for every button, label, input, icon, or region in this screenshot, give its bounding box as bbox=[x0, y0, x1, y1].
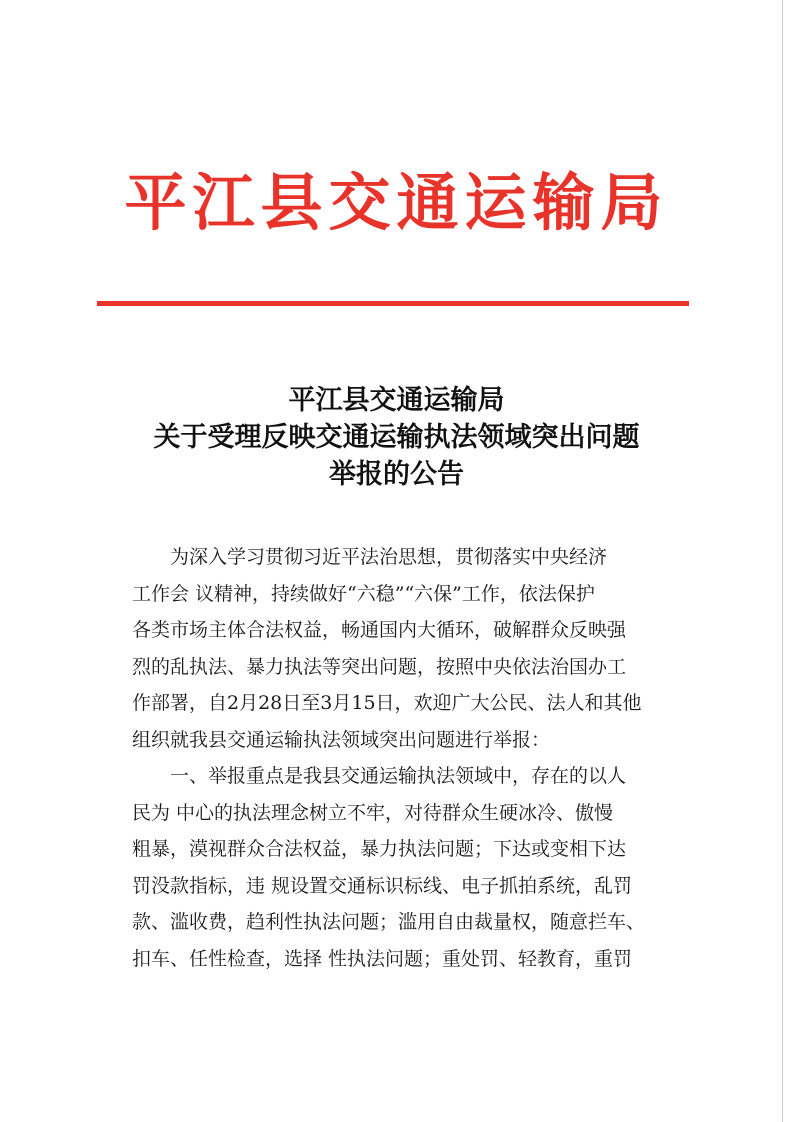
document-title bbox=[0, 382, 793, 493]
body-line: 为深入学习贯彻习近平法治思想，贯彻落实中央经济 bbox=[170, 546, 608, 568]
letterhead-title: 平江县交通运输局 bbox=[124, 166, 669, 239]
body-line: 作部署，自2月28日至3月15日，欢迎广大公民、法人和其他 bbox=[132, 692, 642, 714]
document-title-line: 平江县交通运输局 bbox=[288, 385, 505, 416]
document-title-line: 关于受理反映交通运输执法领域突出问题 bbox=[153, 422, 640, 453]
body-line: 民为 中心的执法理念树立不牢，对待群众生硬冰冷、傲慢 bbox=[132, 801, 614, 824]
body-line: 各类市场主体合法权益，畅通国内大循环，破解群众反映强 bbox=[132, 619, 627, 641]
body-line: 组织就我县交通运输执法领域突出问题进行举报： bbox=[132, 728, 551, 751]
body-line: 一、举报重点是我县交通运输执法领域中，存在的以人 bbox=[170, 765, 627, 787]
body-line: 罚没款指标，违 规设置交通标识标线、电子抓拍系统，乱罚 bbox=[132, 874, 633, 897]
document-title-line: 举报的公告 bbox=[329, 459, 464, 490]
body-line: 工作会 议精神，持续做好“六稳”“六保”工作，依法保护 bbox=[132, 582, 595, 605]
body-line: 款、滥收费，趋利性执法问题；滥用自由裁量权，随意拦车、 bbox=[132, 911, 646, 933]
body-line: 扣车、任性检查，选择 性执法问题；重处罚、轻教育，重罚 bbox=[132, 947, 633, 970]
document-body bbox=[132, 539, 692, 977]
letterhead-red-rule bbox=[97, 301, 689, 306]
body-line: 烈的乱执法、暴力执法等突出问题，按照中央依法治国办工 bbox=[132, 655, 627, 678]
body-line: 粗暴，漠视群众合法权益，暴力执法问题；下达或变相下达 bbox=[132, 838, 627, 860]
